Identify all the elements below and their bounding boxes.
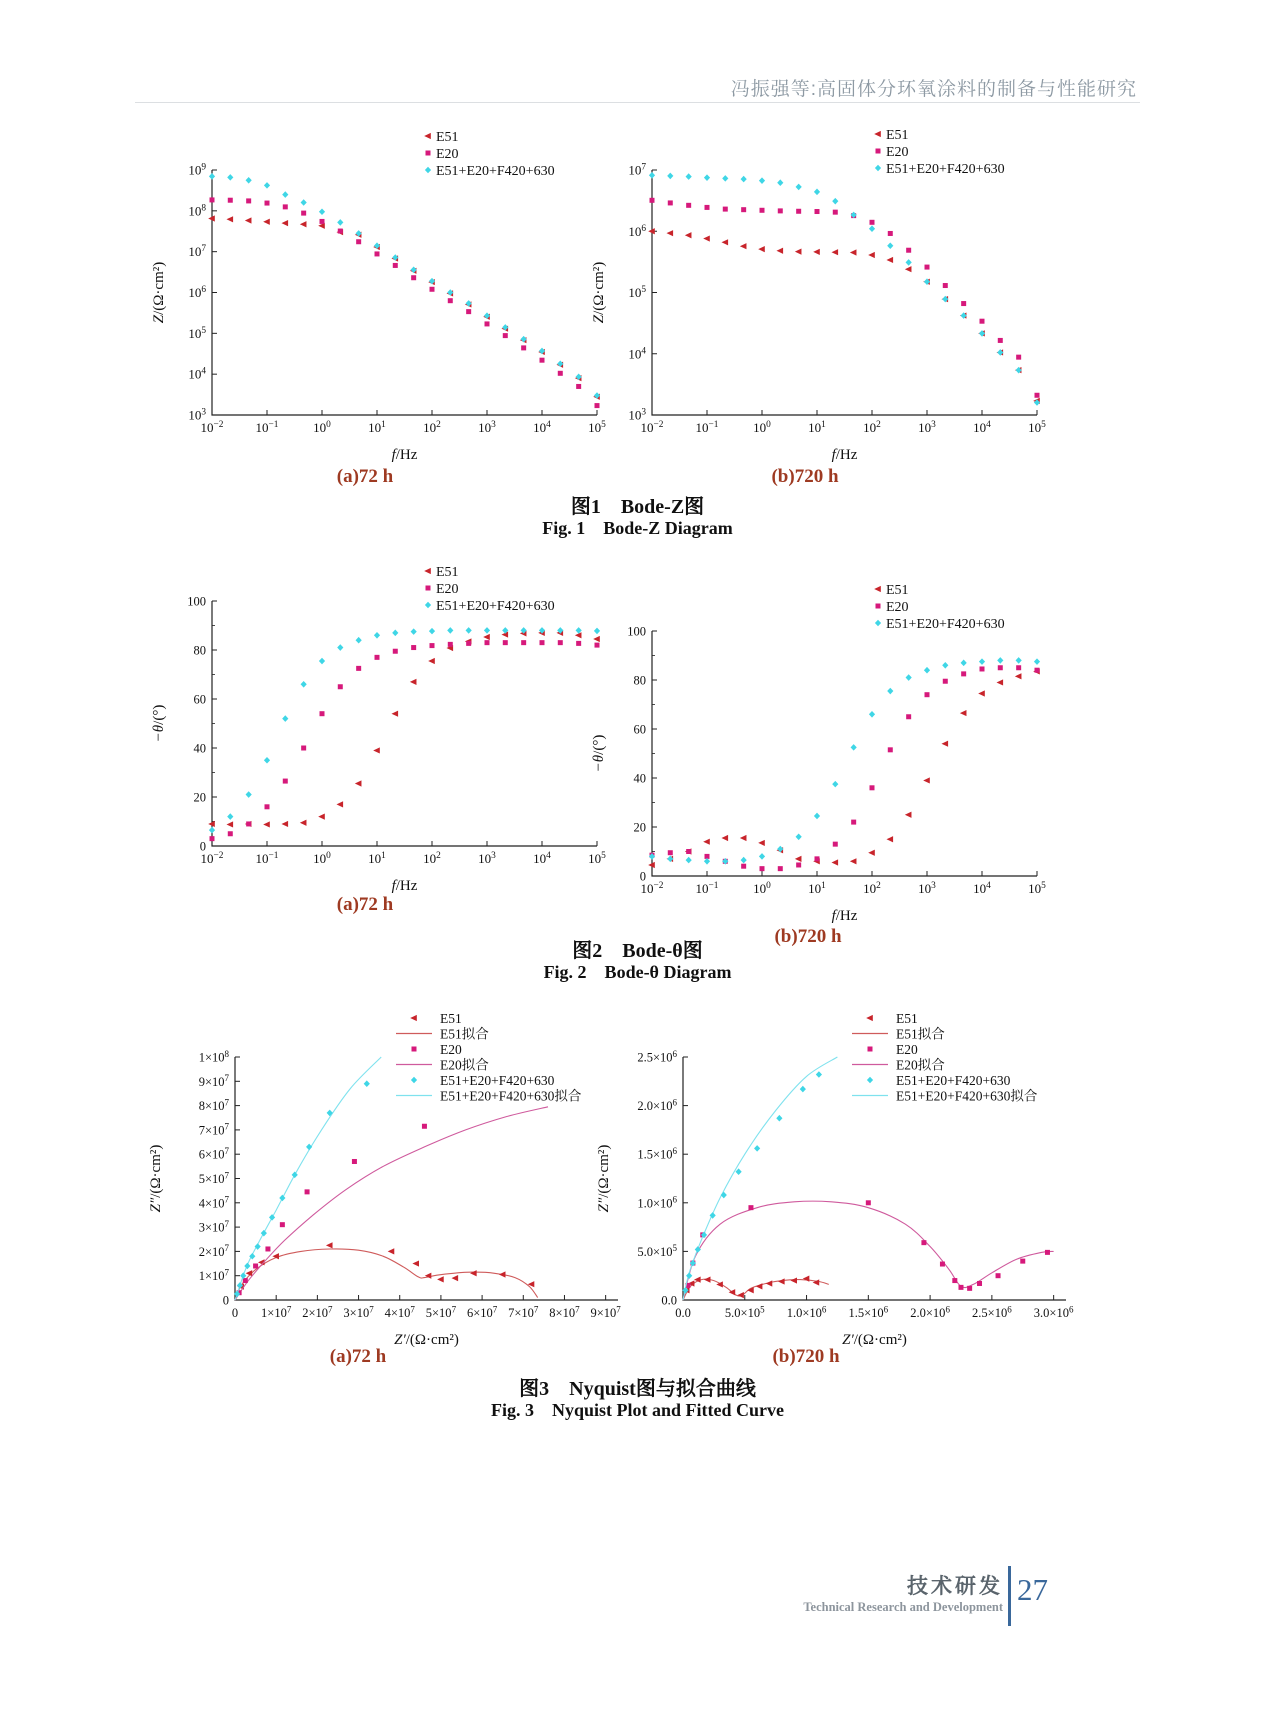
fig3b-legend-label: E51拟合: [896, 1026, 945, 1042]
fig1a-xtick: $10^3$: [478, 420, 496, 435]
fig3b-legend-marker: [868, 1047, 873, 1052]
fig2b-legend-marker: [875, 620, 881, 627]
fig3b-legend-label: E51+E20+F420+630: [896, 1073, 1011, 1088]
fig2a-legend-label: E20: [436, 582, 459, 597]
fig1b-ytick: $10^5$: [628, 285, 646, 300]
fig1b-bode-z-720h-chart: [588, 122, 1053, 467]
fig1b-xtick: $10^{-2}$: [640, 420, 664, 435]
fig2a-xtick: $10^3$: [478, 851, 496, 866]
fig1a-ylabel: Z/(Ω·cm²): [151, 261, 167, 324]
fig1b-xtick: $10^4$: [973, 420, 991, 435]
fig2b-xlabel: f/Hz: [831, 908, 858, 924]
fig3b-legend-label: E51+E20+F420+630拟合: [896, 1088, 1038, 1104]
fig3a-xtick: $1\times 10^7$: [261, 1304, 292, 1320]
fig2b-xtick: $10^{-2}$: [640, 881, 664, 896]
fig1a-xtick: $10^2$: [423, 420, 441, 435]
fig1b-xlabel: f/Hz: [831, 447, 858, 463]
fig1b-xtick: $10^2$: [863, 420, 881, 435]
fig3a-legend-label: E20: [440, 1042, 462, 1057]
fig3a-legend-label: E51+E20+F420+630: [440, 1073, 555, 1088]
fig1a-xtick: $10^0$: [313, 420, 331, 435]
fig3a-ytick: 0: [222, 1293, 229, 1308]
fig2b-xtick: $10^1$: [808, 881, 826, 896]
fig2a-xtick: $10^1$: [368, 851, 386, 866]
fig1a-legend-label: E51: [436, 130, 459, 145]
fig1b-legend-label: E20: [886, 145, 909, 160]
fig1a-xtick: $10^{-1}$: [255, 420, 279, 435]
fig1a-xtick: $10^5$: [588, 420, 606, 435]
fig3-title-en: Fig. 3 Nyquist Plot and Fitted Curve: [490, 1400, 784, 1420]
fig3a-legend-marker: [411, 1077, 417, 1084]
fig3a-series-E51拟合: [235, 1249, 538, 1300]
fig3a-xlabel: Z′/(Ω·cm²): [394, 1332, 459, 1348]
fig2a-xtick: $10^{-2}$: [200, 851, 224, 866]
fig3b-ytick: $2.5\times 10^6$: [637, 1048, 677, 1065]
fig3a-legend-label: E20拟合: [440, 1057, 489, 1073]
fig2a-legend-marker: [424, 568, 431, 574]
fig2a-series-E51+E20+F420+630: [209, 627, 600, 833]
fig3a-xtick: $9\times 10^7$: [590, 1304, 621, 1320]
fig1a-ytick: $10^8$: [188, 203, 206, 219]
fig1b-xtick: $10^0$: [753, 420, 771, 435]
fig1b-series-E20: [650, 198, 1040, 398]
fig2b-xtick: $10^5$: [1028, 881, 1046, 896]
fig3b-xtick: $1.0\times 10^6$: [786, 1304, 827, 1320]
fig3a-nyquist-72h-chart: [140, 1012, 630, 1352]
fig2b-xtick: $10^3$: [918, 881, 936, 896]
fig1b-axes: [652, 170, 1037, 415]
fig3-caption-a: (a)72 h: [329, 1346, 387, 1367]
fig2a-ytick: 100: [187, 594, 206, 609]
fig3b-series-E51+E20+F420+630: [682, 1071, 822, 1293]
fig2b-legend-label: E20: [886, 600, 909, 615]
fig2-title-en: Fig. 2 Bode-θ Diagram: [543, 962, 732, 982]
fig2a-xtick: $10^0$: [313, 851, 331, 866]
fig1b-xtick: $10^3$: [918, 420, 936, 435]
fig2b-series-E51: [648, 668, 1040, 868]
fig2a-legend: [424, 565, 554, 614]
fig1b-ylabel: Z/(Ω·cm²): [591, 261, 607, 324]
fig2-caption-b: (b)720 h: [774, 926, 842, 947]
fig1a-ytick: $10^4$: [188, 366, 206, 382]
fig3b-legend-label: E20: [896, 1042, 918, 1057]
fig2a-ytick: 60: [193, 692, 206, 707]
fig1b-svg: [588, 122, 1053, 467]
fig2b-ytick: 80: [633, 673, 646, 688]
footer-section-cn: 技术研发: [907, 1575, 1003, 1598]
fig3a-ytick: $7\times 10^7$: [198, 1121, 229, 1138]
fig3b-ytick: $1.5\times 10^6$: [637, 1145, 677, 1162]
fig2b-legend-marker: [874, 586, 881, 592]
fig3b-legend-marker: [867, 1077, 873, 1084]
fig2a-xtick: $10^2$: [423, 851, 441, 866]
fig3b-ytick: $5.0\times 10^5$: [637, 1243, 677, 1259]
fig3a-ytick: $2\times 10^7$: [198, 1243, 229, 1259]
fig2a-xtick: $10^5$: [588, 851, 606, 866]
fig3b-ytick: $1.0\times 10^6$: [637, 1194, 677, 1211]
fig3a-ytick: $6\times 10^7$: [198, 1145, 229, 1162]
fig3b-legend-label: E51: [896, 1011, 918, 1026]
fig3a-series-E20: [237, 1124, 427, 1295]
fig3b-xtick: 0.0: [675, 1306, 691, 1320]
fig3a-xtick: 0: [231, 1306, 239, 1320]
page-number: 27: [1017, 1572, 1048, 1607]
fig1b-ytick: $10^3$: [628, 407, 646, 423]
fig3a-xtick: $3\times 10^7$: [343, 1304, 374, 1320]
fig3b-series-E51+E20+F420+630拟合: [683, 1057, 837, 1300]
fig2a-ytick: 20: [193, 790, 206, 805]
footer-divider-bar: [1008, 1566, 1011, 1626]
fig3a-legend-marker: [410, 1015, 417, 1021]
fig1a-series-E51+E20+F420+630: [209, 173, 600, 399]
fig1a-svg: [148, 122, 613, 467]
fig1b-xtick: $10^{-1}$: [695, 420, 719, 435]
fig1a-ytick: $10^9$: [188, 162, 206, 178]
fig1b-xtick: $10^5$: [1028, 420, 1046, 435]
fig2b-xtick: $10^4$: [973, 881, 991, 896]
fig2a-ytick: 80: [193, 643, 206, 658]
fig1b-legend-marker: [874, 131, 881, 137]
fig3a-svg: [140, 1012, 630, 1352]
fig2a-legend-marker: [426, 586, 431, 591]
fig2b-ylabel: −θ/(°): [591, 734, 607, 773]
header-rule: [135, 102, 1140, 103]
fig3b-ytick: $2.0\times 10^6$: [637, 1097, 677, 1114]
fig2a-ytick: 40: [193, 741, 206, 756]
running-header: 冯振强等:高固体分环氧涂料的制备与性能研究: [730, 79, 1137, 100]
fig1a-legend-marker: [426, 151, 431, 156]
fig1a-series-E51: [208, 215, 600, 399]
fig3a-ytick: $4\times 10^7$: [198, 1194, 229, 1211]
fig3a-xtick: $5\times 10^7$: [425, 1304, 457, 1320]
fig3a-ytick: $1\times 10^7$: [198, 1267, 229, 1284]
fig3-caption-b: (b)720 h: [772, 1346, 840, 1367]
fig2b-legend-label: E51: [886, 583, 909, 598]
fig1b-legend: [874, 128, 1004, 177]
fig3a-legend-marker: [412, 1047, 417, 1052]
fig2a-legend-label: E51+E20+F420+630: [436, 599, 555, 614]
fig3a-legend-label: E51: [440, 1011, 462, 1026]
fig2-title-cn: 图2 Bode-θ图: [572, 940, 703, 962]
fig2a-legend-marker: [425, 602, 431, 609]
fig2a-axes: [212, 601, 597, 846]
fig1b-legend-label: E51+E20+F420+630: [886, 162, 1005, 177]
fig3a-xtick: $4\times 10^7$: [384, 1304, 415, 1320]
fig2a-bode-theta-72h-chart: [148, 553, 613, 898]
fig2b-legend: [874, 583, 1004, 632]
fig2a-ytick: 0: [199, 839, 206, 854]
fig3a-legend: [396, 1011, 582, 1104]
fig3a-xtick: $7\times 10^7$: [508, 1304, 539, 1320]
fig2b-series-E51+E20+F420+630: [649, 657, 1040, 865]
fig3b-legend-marker: [866, 1015, 873, 1021]
fig1a-legend-marker: [424, 133, 431, 139]
fig3-title-cn: 图3 Nyquist图与拟合曲线: [519, 1378, 756, 1400]
fig1a-legend-label: E51+E20+F420+630: [436, 164, 555, 179]
fig2a-xtick: $10^4$: [533, 851, 551, 866]
fig3b-xtick: $1.5\times 10^6$: [848, 1304, 889, 1320]
fig3a-xtick: $6\times 10^7$: [466, 1304, 498, 1320]
fig3b-svg: [588, 1012, 1078, 1352]
fig1b-legend-marker: [876, 149, 881, 154]
fig1b-series-E51: [648, 228, 1040, 404]
fig1-caption-a: (a)72 h: [336, 466, 394, 487]
fig1b-legend-marker: [875, 165, 881, 172]
fig1b-ytick: $10^7$: [628, 162, 646, 178]
fig1-title-cn: 图1 Bode-Z图: [570, 496, 705, 518]
fig3a-ytick: $1\times 10^8$: [198, 1048, 229, 1065]
fig1b-ytick: $10^4$: [628, 346, 646, 362]
fig3a-ytick: $5\times 10^7$: [198, 1170, 229, 1186]
fig1b-ytick: $10^6$: [628, 223, 646, 239]
fig3a-ytick: $3\times 10^7$: [198, 1218, 229, 1235]
fig3a-xtick: $8\times 10^7$: [549, 1304, 580, 1320]
fig2a-series-E20: [210, 640, 600, 841]
fig3a-legend-label: E51拟合: [440, 1026, 489, 1042]
fig3b-ytick: 0.0: [661, 1293, 677, 1308]
fig3b-nyquist-720h-chart: [588, 1012, 1078, 1352]
fig1a-legend: [424, 130, 554, 179]
fig1a-xlabel: f/Hz: [391, 447, 418, 463]
fig3a-xtick: $2\times 10^7$: [302, 1304, 333, 1320]
fig2b-ytick: 0: [639, 869, 646, 884]
fig2b-xtick: $10^2$: [863, 881, 881, 896]
fig3a-ytick: $9\times 10^7$: [198, 1073, 229, 1089]
fig3a-ytick: $8\times 10^7$: [198, 1097, 229, 1114]
fig2a-svg: [148, 553, 613, 898]
fig3a-series-E51: [237, 1242, 534, 1290]
fig1a-legend-marker: [425, 167, 431, 174]
fig2b-xtick: $10^0$: [753, 881, 771, 896]
fig1a-ytick: $10^5$: [188, 325, 206, 341]
fig2a-xtick: $10^{-1}$: [255, 851, 279, 866]
fig2b-ytick: 100: [627, 624, 646, 639]
fig3a-ylabel: Z″/(Ω·cm²): [148, 1144, 164, 1213]
fig1b-legend-label: E51: [886, 128, 909, 143]
fig1a-series-E20: [210, 197, 600, 408]
fig2a-legend-label: E51: [436, 565, 459, 580]
fig1-title-en: Fig. 1 Bode-Z Diagram: [542, 518, 733, 538]
fig2b-legend-marker: [876, 604, 881, 609]
fig1-caption-b: (b)720 h: [771, 466, 839, 487]
fig2b-ytick: 60: [633, 722, 646, 737]
fig3a-legend-label: E51+E20+F420+630拟合: [440, 1088, 582, 1104]
fig2a-ylabel: −θ/(°): [151, 704, 167, 743]
fig3b-xtick: $2.5\times 10^6$: [972, 1304, 1012, 1320]
fig3b-xlabel: Z′/(Ω·cm²): [842, 1332, 907, 1348]
fig2b-bode-theta-720h-chart: [588, 583, 1053, 928]
fig3b-series-E20拟合: [683, 1201, 1054, 1300]
fig1a-ytick: $10^3$: [188, 407, 206, 423]
fig2a-xlabel: f/Hz: [391, 878, 418, 894]
fig2b-ytick: 40: [633, 771, 646, 786]
fig1a-legend-label: E20: [436, 147, 459, 162]
footer-section-en: Technical Research and Development: [803, 1600, 1003, 1614]
fig3b-xtick: $2.0\times 10^6$: [910, 1304, 950, 1320]
fig3a-series-E20拟合: [235, 1107, 548, 1300]
fig3b-xtick: $5.0\times 10^5$: [724, 1304, 765, 1320]
fig1a-xtick: $10^{-2}$: [200, 420, 224, 435]
fig1a-xtick: $10^1$: [368, 420, 386, 435]
fig2b-svg: [588, 583, 1053, 928]
fig3b-legend: [852, 1011, 1038, 1104]
fig1b-xtick: $10^1$: [808, 420, 826, 435]
fig2b-ytick: 20: [633, 820, 646, 835]
fig1a-ytick: $10^7$: [188, 244, 206, 260]
fig3b-ylabel: Z″/(Ω·cm²): [596, 1144, 612, 1213]
fig1a-xtick: $10^4$: [533, 420, 551, 435]
fig2b-legend-label: E51+E20+F420+630: [886, 617, 1005, 632]
fig2a-series-E51: [208, 630, 600, 828]
fig2b-xtick: $10^{-1}$: [695, 881, 719, 896]
fig3b-xtick: $3.0\times 10^6$: [1033, 1304, 1074, 1320]
fig1a-bode-z-72h-chart: [148, 122, 613, 467]
fig1a-ytick: $10^6$: [188, 285, 206, 300]
fig1a-axes: [212, 170, 597, 415]
fig2-caption-a: (a)72 h: [336, 894, 394, 915]
fig3b-legend-label: E20拟合: [896, 1057, 945, 1073]
